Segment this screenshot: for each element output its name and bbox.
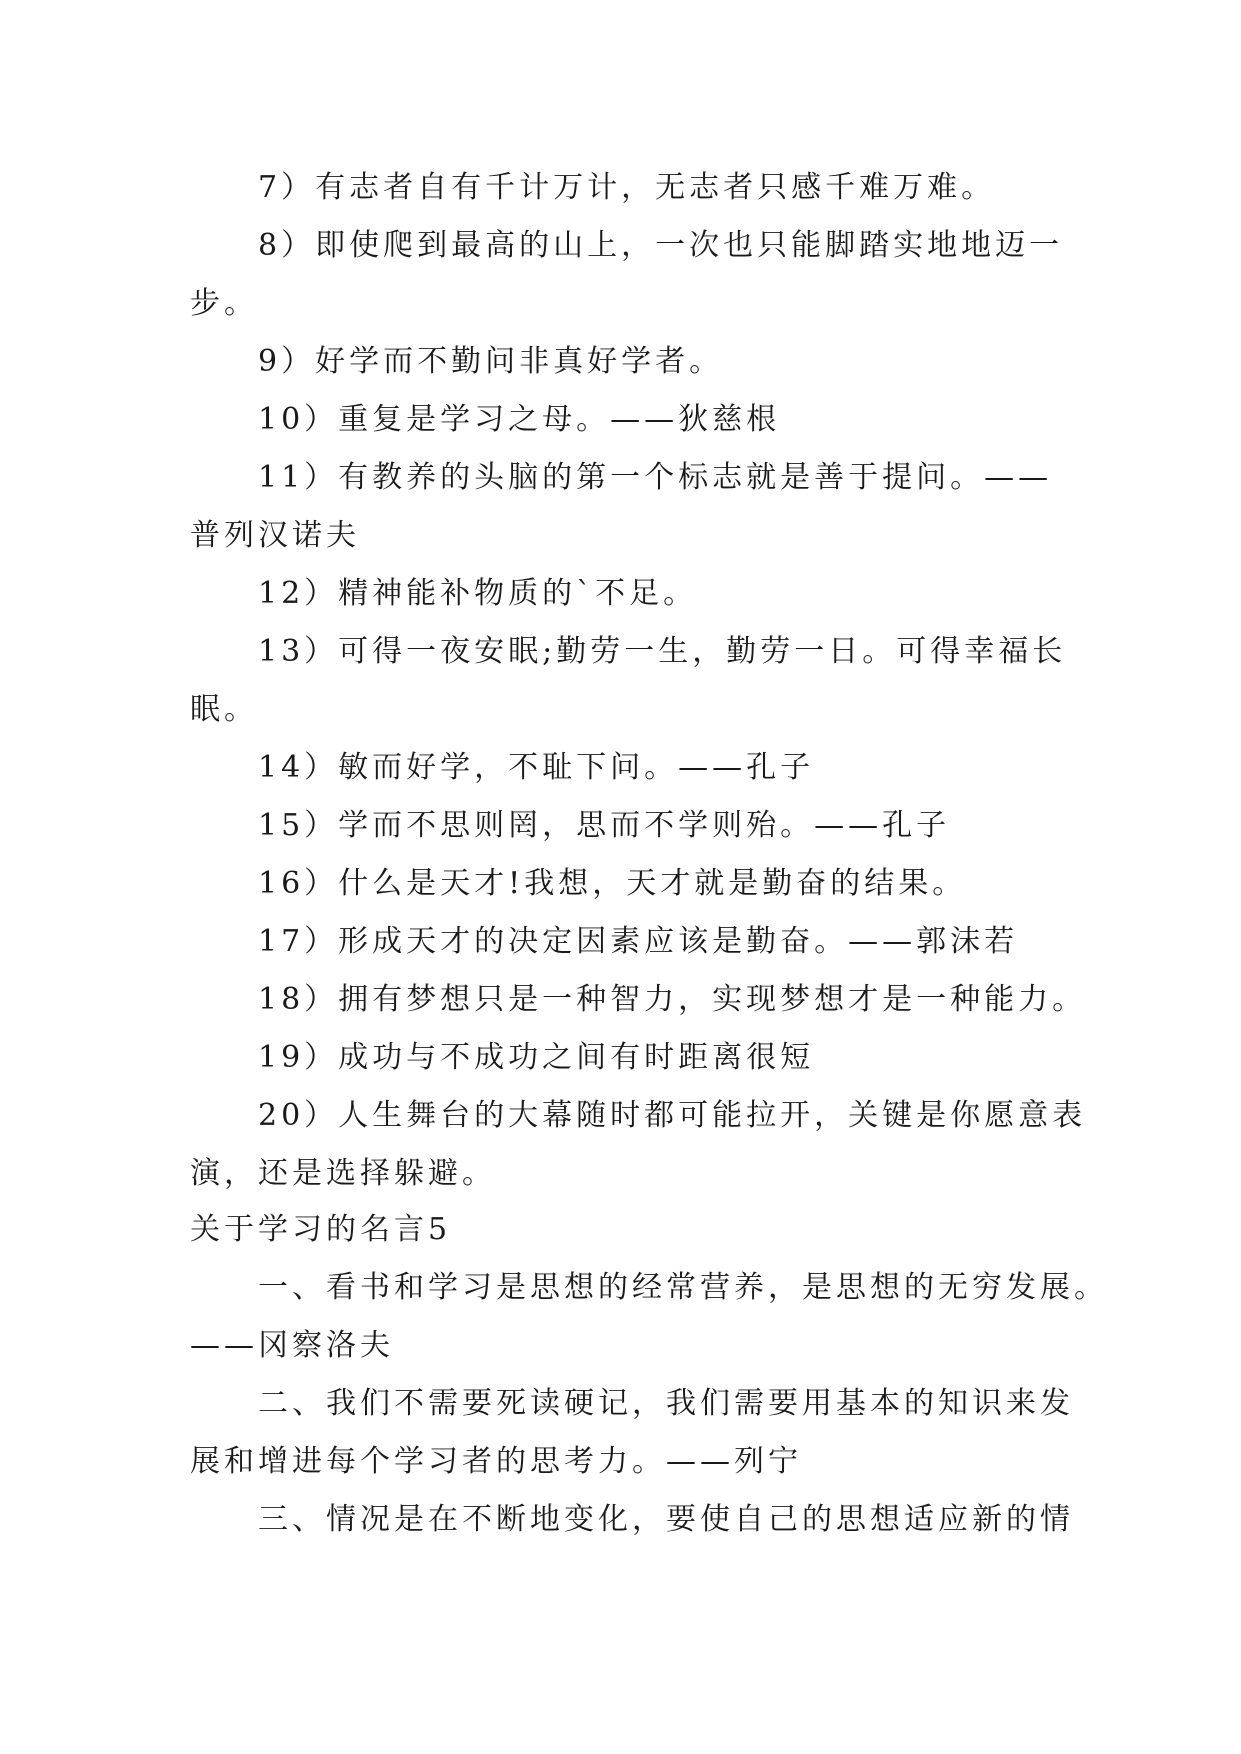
quote-one: 一、看书和学习是思想的经常营养，是思想的无穷发展。 — [258, 1270, 1108, 1305]
quote-8: 8）即使爬到最高的山上，一次也只能脚踏实地地迈一 — [258, 228, 1064, 263]
quote-two-continued: 展和增进每个学习者的思考力。——列宁 — [190, 1444, 802, 1479]
quote-20: 20）人生舞台的大幕随时都可能拉开，关键是你愿意表 — [258, 1098, 1087, 1133]
quote-20-continued: 演，还是选择躲避。 — [190, 1156, 496, 1191]
quote-two: 二、我们不需要死读硬记，我们需要用基本的知识来发 — [258, 1386, 1074, 1421]
quote-12: 12）精神能补物质的`不足。 — [258, 576, 698, 611]
section-heading: 关于学习的名言5 — [190, 1212, 452, 1247]
quote-19: 19）成功与不成功之间有时距离很短 — [258, 1040, 815, 1075]
quote-10: 10）重复是学习之母。——狄慈根 — [258, 402, 781, 437]
quote-17: 17）形成天才的决定因素应该是勤奋。——郭沫若 — [258, 924, 1019, 959]
quote-8-continued: 步。 — [190, 286, 258, 321]
quote-13: 13）可得一夜安眠;勤劳一生，勤劳一日。可得幸福长 — [258, 634, 1067, 669]
quote-16: 16）什么是天才!我想，天才就是勤奋的结果。 — [258, 866, 967, 901]
quote-11: 11）有教养的头脑的第一个标志就是善于提问。—— — [258, 460, 1053, 495]
quote-14: 14）敏而好学，不耻下问。——孔子 — [258, 750, 815, 785]
quote-15: 15）学而不思则罔，思而不学则殆。——孔子 — [258, 808, 951, 843]
quote-three: 三、情况是在不断地变化，要使自己的思想适应新的情 — [258, 1502, 1074, 1537]
quote-11-continued: 普列汉诺夫 — [190, 518, 360, 553]
quote-one-author: ——冈察洛夫 — [190, 1328, 394, 1363]
quote-7: 7）有志者自有千计万计，无志者只感千难万难。 — [258, 170, 996, 205]
quote-18: 18）拥有梦想只是一种智力，实现梦想才是一种能力。 — [258, 982, 1087, 1017]
quote-9: 9）好学而不勤问非真好学者。 — [258, 344, 724, 379]
quote-13-continued: 眠。 — [190, 692, 258, 727]
